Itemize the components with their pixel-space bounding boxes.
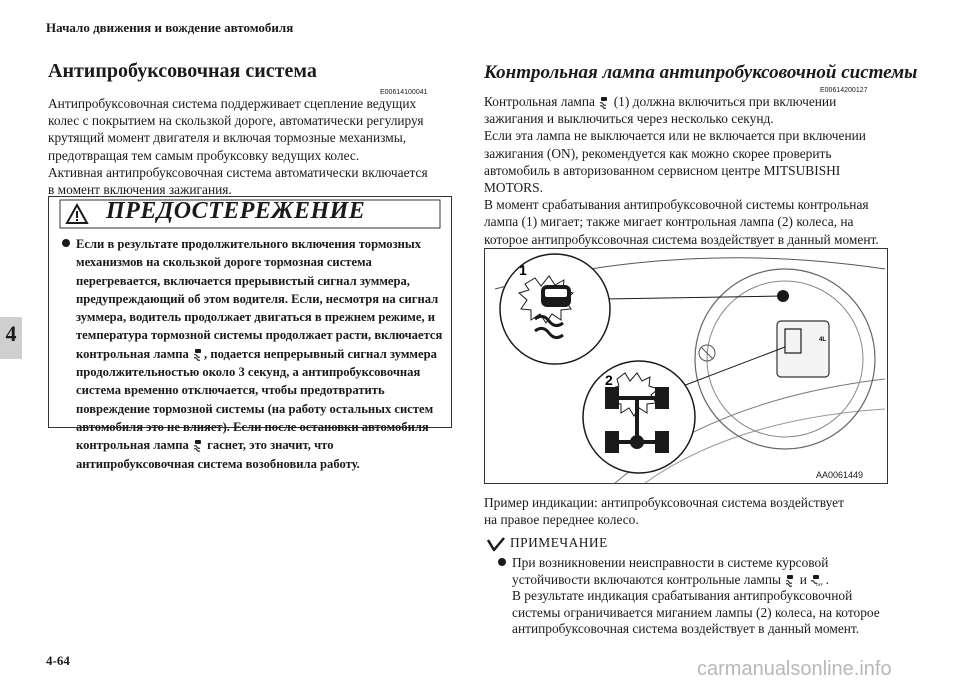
note-title: ПРИМЕЧАНИЕ [510, 535, 608, 550]
text-line: (1) должна включиться при включении [613, 94, 837, 109]
text-line: В результате индикация срабатывания антипробуксовочной [512, 588, 853, 604]
text-line: гаснет, это значит, что [207, 438, 334, 453]
text-line: MOTORS. [484, 180, 543, 196]
text-line: которое антипробуксовочная система воздействует в данный момент. [484, 231, 879, 247]
callout-1: 1 [519, 262, 527, 278]
traction-lamp-icon [192, 348, 204, 360]
text-line: система временно отключается, чтобы предотвратить [76, 383, 385, 398]
text-line: в момент включения зажигания. [48, 182, 232, 198]
warning-title: ПРЕДОСТЕРЕЖЕНИЕ [106, 198, 366, 224]
traction-off-lamp-icon [810, 574, 822, 586]
text-line: предупреждающий об этом водителя. Если, несмотря на сигнал [76, 291, 439, 306]
text-line: Активная антипробуксовочная система автоматически включается [48, 164, 428, 180]
text-line: антипробуксовочная система воздействует в данный момент. [512, 621, 860, 637]
text-line: предотвращая тем самым пробуксовку ведущих колес. [48, 147, 360, 163]
figure-code: AA0061449 [816, 470, 864, 480]
text-line: В момент срабатывания антипробуксовочной системы контрольная [484, 197, 869, 213]
subsection-code: E00614200127 [820, 87, 868, 94]
traction-lamp-icon [784, 574, 796, 586]
4l-indicator-label: 4L [819, 337, 827, 343]
text-line: контрольная лампа [76, 438, 189, 453]
text-line: колес с покрытием на скользкой дороге, автоматически регулируя [48, 113, 424, 129]
traction-lamp-icon [192, 439, 204, 451]
page-number: 4-64 [46, 653, 70, 668]
svg-text:OFF: OFF [816, 582, 824, 587]
text-line: Контрольная лампа [484, 94, 595, 109]
text-line: температура тормозной системы продолжает расти, включается [76, 328, 443, 343]
callout-2: 2 [605, 372, 613, 388]
text-line: зажигания и выключиться через несколько секунд. [484, 111, 774, 127]
text-line: на правое переднее колесо. [484, 512, 639, 527]
bullet-icon [498, 558, 506, 566]
watermark: carmanualsonline.info [697, 658, 892, 680]
running-header: Начало движения и вождение автомобиля [46, 20, 294, 35]
text-line: повреждение тормозной системы (на работу остальных систем [76, 401, 434, 416]
indicator-figure [484, 248, 888, 484]
traction-lamp-icon [598, 96, 610, 108]
section-code: E00614100041 [380, 89, 428, 96]
text-line: зажигания (ON), рекомендуется как можно скорее проверить [484, 145, 832, 161]
section-title: Антипробуксовочная система [48, 60, 317, 82]
text-line: автомобиль в авторизованном сервисном центре MITSUBISHI [484, 162, 841, 178]
subsection-title: Контрольная лампа антипробуксовочной системы [484, 62, 918, 83]
text-line: Пример индикации: антипробуксовочная система воздействует [484, 495, 844, 510]
text-line: крутящий момент двигателя и включая тормозные механизмы, [48, 130, 407, 146]
note-hand-icon [486, 536, 506, 552]
text-line: системы ограничивается миганием лампы (2) колеса, на которое [512, 604, 880, 620]
text-line: контрольная лампа [76, 346, 189, 361]
note-body [498, 555, 880, 638]
text-line: . [825, 571, 830, 587]
text-line: лампа (1) мигает; также мигает контрольная лампа (2) колеса, на [484, 214, 854, 230]
text-line: автомобиля это не влияет). Если после остановки автомобиля [76, 419, 429, 434]
text-line: перегревается, включается прерывистый сигнал зуммера, [76, 273, 410, 288]
text-line: зуммера, водитель продолжает двигаться в прежнем режиме, и [76, 310, 436, 325]
figure-caption [484, 494, 844, 528]
warning-triangle-icon [66, 203, 88, 225]
text-line: Если эта лампа не выключается или не включается при включении [484, 128, 866, 144]
section-paragraph [48, 95, 428, 198]
text-line: продолжительностью около 3 секунд, а антипробуксовочная [76, 365, 421, 380]
instrument-cluster-illustration [485, 249, 887, 483]
text-line: антипробуксовочная система возобновила работу. [76, 456, 360, 471]
text-line: Антипробуксовочная система поддерживает сцепление ведущих [48, 96, 417, 111]
text-line: и [799, 571, 807, 587]
text-line: механизмов на скользкой дороге тормозная система [76, 255, 372, 270]
chapter-tab-number: 4 [5, 321, 17, 346]
warning-body [62, 235, 442, 473]
text-line: Если в результате продолжительного включения тормозных [76, 237, 422, 251]
text-line: устойчивости включаются контрольные лампы [512, 571, 782, 587]
bullet-icon [62, 239, 70, 247]
text-line: При возникновении неисправности в системе курсовой [512, 555, 829, 570]
subsection-paragraph [484, 93, 879, 248]
text-line: , подается непрерывный сигнал зуммера [204, 346, 437, 361]
